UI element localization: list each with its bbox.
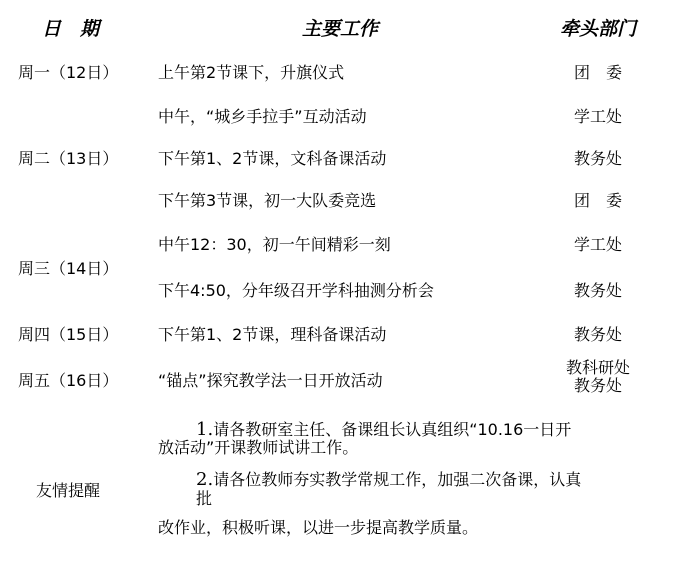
day-label-tue: 周二（13日）	[18, 149, 119, 168]
reminder-label: 友情提醒	[36, 481, 101, 500]
reminder-item-2-line2: 批	[196, 489, 213, 508]
reminder-item-2-number: 2.	[196, 469, 214, 490]
reminder-item-1-number: 1.	[196, 419, 214, 440]
dept-item: 教务处	[573, 325, 622, 344]
work-item: 下午第1、2节课，理科备课活动	[158, 325, 387, 344]
reminder-item-2-line1	[196, 470, 581, 490]
reminder-item-1-text: 请各教研室主任、备课组长认真组织“10.16一日开	[213, 420, 572, 439]
dept-item: 团 委	[573, 191, 622, 210]
reminder-item-2-line3: 改作业，积极听课，以进一步提高教学质量。	[158, 518, 479, 537]
work-item: 下午第1、2节课，文科备课活动	[158, 149, 387, 168]
header-date: 日 期	[42, 18, 100, 40]
reminder-item-1-line2: 放活动”开课教师试讲工作。	[158, 438, 359, 457]
day-label-fri: 周五（16日）	[18, 371, 119, 390]
work-item: 下午第3节课，初一大队委竞选	[158, 191, 377, 210]
day-label-thu: 周四（15日）	[18, 325, 119, 344]
dept-item-line1: 教科研处	[565, 358, 630, 377]
dept-item: 教务处	[573, 281, 622, 300]
header-main-work: 主要工作	[302, 18, 379, 40]
day-label-mon: 周一（12日）	[18, 63, 119, 82]
day-label-wed: 周三（14日）	[18, 259, 119, 278]
dept-item: 团 委	[573, 63, 622, 82]
work-item: “锚点”探究教学法一日开放活动	[158, 371, 383, 390]
dept-item-line2: 教务处	[573, 376, 622, 395]
dept-item: 教务处	[573, 149, 622, 168]
dept-item: 学工处	[573, 235, 622, 254]
dept-item: 学工处	[573, 107, 622, 126]
work-item: 中午，“城乡手拉手”互动活动	[158, 107, 367, 126]
work-item: 上午第2节课下，升旗仪式	[158, 63, 345, 82]
header-lead-dept: 牵头部门	[560, 18, 637, 40]
work-item: 中午12：30，初一午间精彩一刻	[158, 235, 391, 254]
reminder-item-2-text: 请各位教师夯实教学常规工作，加强二次备课，认真	[213, 470, 582, 489]
reminder-item-1-line1	[196, 420, 571, 440]
work-item: 下午4:50，分年级召开学科抽测分析会	[158, 281, 434, 300]
